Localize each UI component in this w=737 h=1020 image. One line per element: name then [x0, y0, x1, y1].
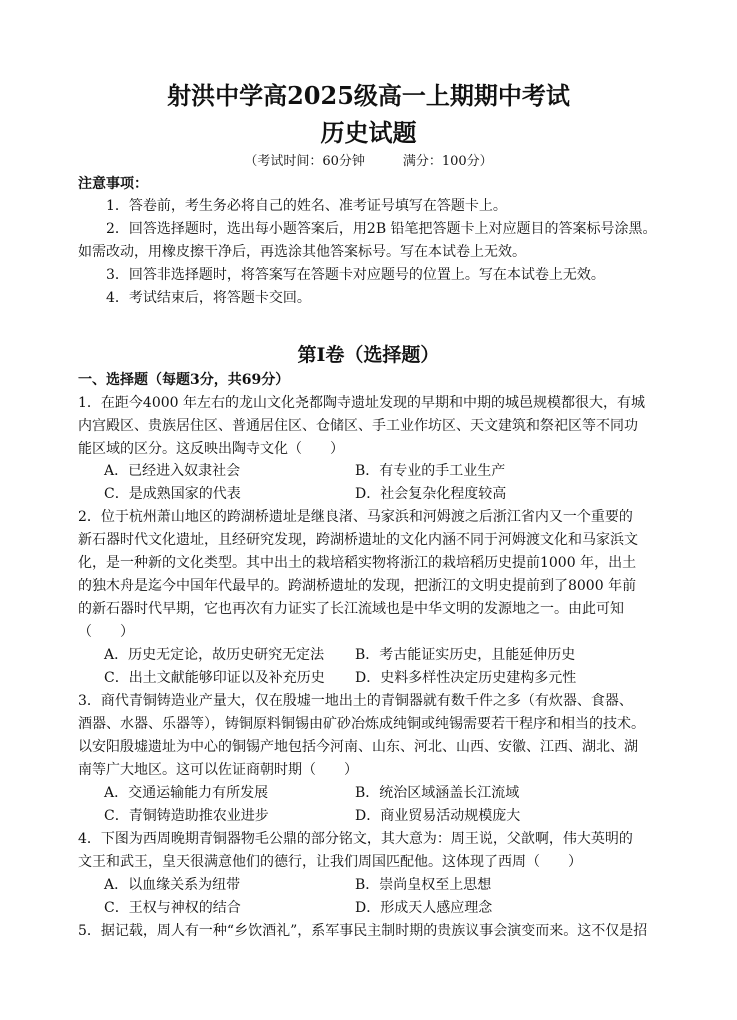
q5-stem-line: 5．据记载，周人有一种“乡饮酒礼”，系军事民主制时期的贵族议事会演变而来。这不仅是招	[78, 923, 648, 939]
section-title: 第Ⅰ卷（选择题）	[297, 344, 440, 366]
notice-line: 3．回答非选择题时，将答案写在答题卡对应题号的位置上。写在本试卷上无效。	[106, 267, 605, 283]
q2-option-c: C．出土文献能够印证以及补充历史	[104, 670, 325, 686]
q4-stem-line: 文王和武王，皇天很满意他们的德行，让我们周国匹配他。这体现了西周（ ）	[78, 854, 582, 870]
q1-stem-line: 内宫殿区、贵族居住区、普通居住区、仓储区、手工业作坊区、天文建筑和祭祀区等不同功	[78, 418, 638, 434]
q3-option-c: C．青铜铸造助推农业进步	[104, 808, 269, 824]
q4-option-a: A．以血缘关系为纽带	[104, 877, 241, 893]
q2-stem-line: 的独木舟是迄今中国年代最早的。跨湖桥遗址的发现，把浙江的文明史提前到了8000 年前	[78, 578, 637, 594]
q2-option-b: B．考古能证实历史，且能延伸历史	[355, 647, 576, 663]
q3-stem-line: 以安阳殷墟遗址为中心的铜锡产地包括今河南、山东、河北、山西、安徽、江西、湖北、湖	[78, 739, 638, 755]
notice-line: 2．回答选择题时，选出每小题答案后，用2B 铅笔把答题卡上对应题目的答案标号涂黑。	[106, 221, 657, 237]
q2-option-a: A．历史无定论，故历史研究无定法	[104, 647, 325, 663]
q1-option-b: B．有专业的手工业生产	[355, 463, 506, 479]
notice-line: 4．考试结束后，将答题卡交回。	[106, 290, 311, 306]
q3-stem-line: 酒器、水器、乐器等），铸铜原料铜锡由矿砂冶炼成纯铜或纯锡需要若干程序和相当的技术。	[78, 716, 645, 732]
notice-line: 如需改动，用橡皮擦干净后，再选涂其他答案标号。写在本试卷上无效。	[78, 244, 526, 260]
exam-info	[0, 150, 737, 169]
q4-option-b: B．崇尚皇权至上思想	[355, 877, 492, 893]
exam-title: 射洪中学高2025级高一上期期中考试	[167, 81, 570, 110]
q4-option-d: D．形成天人感应理念	[355, 900, 493, 916]
q3-stem-line: 3．商代青铜铸造业产量大，仅在殷墟一地出土的青铜器就有数千件之多（有炊器、食器、	[78, 693, 633, 709]
q3-option-b: B．统治区域涵盖长江流域	[355, 785, 520, 801]
q3-option-d: D．商业贸易活动规模庞大	[355, 808, 521, 824]
exam-score: 满分：100分）	[402, 154, 493, 169]
q1-stem-line: 1．在距今4000 年左右的龙山文化尧都陶寺遗址发现的早期和中期的城邑规模都很大，有城	[78, 395, 645, 411]
q2-stem-line: 2．位于杭州萧山地区的跨湖桥遗址是继良渚、马家浜和河姆渡之后浙江省内又一个重要的	[78, 509, 633, 525]
part-heading: 一、选择题（每题3分，共69分）	[78, 372, 290, 388]
q1-option-c: C．是成熟国家的代表	[104, 486, 241, 502]
q2-stem-line: 的新石器时代早期，它也再次有力证实了长江流域也是中华文明的发源地之一。由此可知	[78, 601, 624, 617]
exam-subtitle: 历史试题	[320, 118, 417, 147]
q2-stem-line: （ ）	[78, 624, 134, 640]
q2-stem-line: 新石器时代文化遗址，且经研究发现，跨湖桥遗址的文化内涵不同于河姆渡文化和马家浜文	[78, 532, 638, 548]
q3-option-a: A．交通运输能力有所发展	[104, 785, 269, 801]
q2-option-d: D．史料多样性决定历史建构多元性	[355, 670, 577, 686]
exam-time: （考试时间：60分钟	[244, 154, 365, 169]
q1-stem-line: 能区域的区分。这反映出陶寺文化（ ）	[78, 441, 344, 457]
q1-option-a: A．已经进入奴隶社会	[104, 463, 241, 479]
q4-stem-line: 4．下图为西周晚期青铜器物毛公鼎的部分铭文，其大意为：周王说，父歆啊，伟大英明的	[78, 831, 633, 847]
q3-stem-line: 南等广大地区。这可以佐证商朝时期（ ）	[78, 762, 358, 778]
q4-option-c: C．王权与神权的结合	[104, 900, 241, 916]
q2-stem-line: 化，是一种新的文化类型。其中出土的栽培稻实物将浙江的栽培稻历史提前1000 年，出土	[78, 555, 637, 571]
notice-heading: 注意事项：	[78, 176, 148, 192]
notice-line: 1．答卷前，考生务必将自己的姓名、准考证号填写在答题卡上。	[106, 198, 507, 214]
q1-option-d: D．社会复杂化程度较高	[355, 486, 507, 502]
